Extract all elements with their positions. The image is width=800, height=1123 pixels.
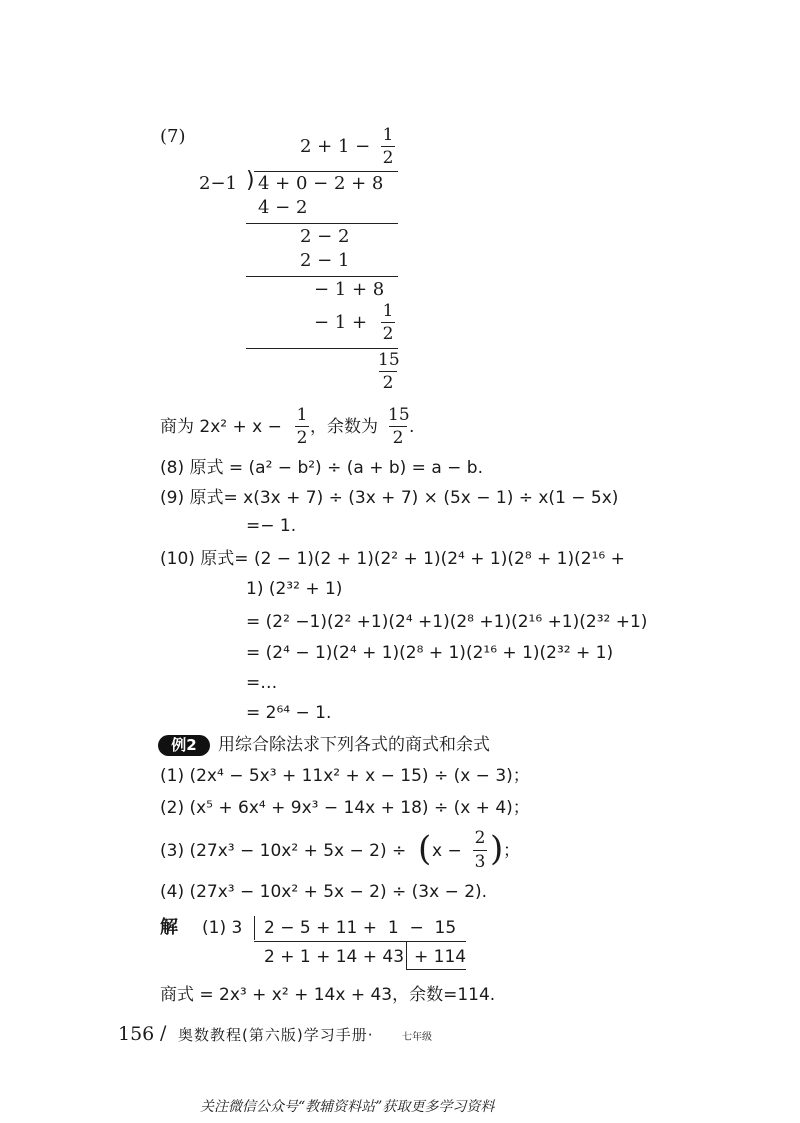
synthetic-row-1: 2 − 5 + 11 + 1 − 15 [264,918,457,938]
division-line-4: − 1 + 8 [314,279,385,300]
synthetic-rule [254,941,466,942]
problem-10-line-5: =… [246,673,278,693]
division-line-3: 2 − 1 [300,250,350,271]
answer-fraction-1-bar [295,426,309,427]
answer-fraction-2-denominator: 2 [392,428,404,448]
problem-7-answer: 商为 2x² + x − [160,417,282,437]
grade-label: 七年级 [402,1032,432,1043]
division-rule-3 [246,348,398,349]
answer-fraction-1-denominator: 2 [296,428,308,448]
problem-10-line-6: = 2⁶⁴ − 1. [246,703,332,723]
example-badge: 例2 [158,735,210,756]
example-question-3: (3) (27x³ − 10x² + 5x − 2) ÷ [160,841,407,861]
solution-answer: 商式 = 2x³ + x² + 14x + 43，余数=114. [160,985,496,1005]
problem-9-line-1: (9) 原式= x(3x + 7) ÷ (3x + 7) × (5x − 1) ÷ x(1 − 5x) [160,488,619,508]
question-3-left-paren: ( [418,829,432,869]
page-number: 156 [118,1023,155,1045]
quotient-text: 2 + 1 − [300,136,371,157]
problem-10-line-4: = (2⁴ − 1)(2⁴ + 1)(2⁸ + 1)(2¹⁶ + 1)(2³² + 1) [246,643,614,663]
footer-slash: / [160,1022,167,1044]
answer-fraction-2-bar [389,426,407,427]
question-3-right-paren: ) [490,829,504,869]
division-line-5-denominator: 2 [382,324,394,344]
division-rule-1 [246,223,398,224]
synthetic-row-2: 2 + 1 + 14 + 43 [264,947,405,967]
watermark: 关注微信公众号“教辅资料站”获取更多学习资料 [200,1099,495,1115]
division-bracket: ) [246,168,255,193]
problem-8: (8) 原式 = (a² − b²) ÷ (a + b) = a − b. [160,458,483,478]
division-line-5: − 1 + [314,312,368,333]
answer-fraction-2-numerator: 15 [388,405,410,425]
division-line-1: 4 − 2 [258,197,308,218]
remainder-box-bottom [406,969,466,970]
answer-fraction-1-numerator: 1 [296,405,308,425]
question-3-bar [473,850,487,851]
quotient-fraction-numerator: 1 [382,125,394,145]
division-rule-2 [246,276,398,277]
dividend: 4 + 0 − 2 + 8 [258,173,384,194]
quotient-fraction-denominator: 2 [382,148,394,168]
divisor: 2−1 [199,173,237,194]
question-3-inner: x − [432,841,462,861]
book-title: 奥数教程(第六版)学习手册· [178,1026,374,1044]
synthetic-remainder: + 114 [414,947,467,967]
problem-7-label: (7) [160,126,186,147]
division-line-5-numerator: 1 [382,301,394,321]
problem-10-line-1: (10) 原式= (2 − 1)(2 + 1)(2² + 1)(2⁴ + 1)(2⁸ + 1)(2¹⁶ + [160,549,625,569]
answer-period: . [409,417,415,437]
question-3-denominator: 3 [474,852,486,872]
remainder-denominator: 2 [382,373,394,393]
quotient-fraction-bar [381,146,395,147]
answer-remainder-label: ，余数为 [310,417,378,437]
example-question-2: (2) (x⁵ + 6x⁴ + 9x³ − 14x + 18) ÷ (x + 4)； [160,798,530,818]
problem-10-line-2: 1) (2³² + 1) [246,579,343,599]
example-question-4: (4) (27x³ − 10x² + 5x − 2) ÷ (3x − 2). [160,882,488,902]
division-top-rule [254,171,398,172]
solution-label: 解 [160,917,178,938]
problem-9-line-2: =− 1. [246,516,297,536]
division-line-2: 2 − 2 [300,226,350,247]
remainder-bar [379,371,397,372]
solution-part-label: (1) 3 [202,918,243,938]
remainder-box-left [406,941,407,969]
remainder-numerator: 15 [378,350,400,370]
question-3-numerator: 2 [474,828,486,848]
division-line-5-bar [381,322,395,323]
question-3-end: ； [503,841,520,861]
problem-10-line-3: = (2² −1)(2² +1)(2⁴ +1)(2⁸ +1)(2¹⁶ +1)(2³² +1) [246,612,648,632]
example-title: 用综合除法求下列各式的商式和余式 [218,735,490,755]
example-question-1: (1) (2x⁴ − 5x³ + 11x² + x − 15) ÷ (x − 3)； [160,766,530,786]
synthetic-division-bar [254,916,255,940]
